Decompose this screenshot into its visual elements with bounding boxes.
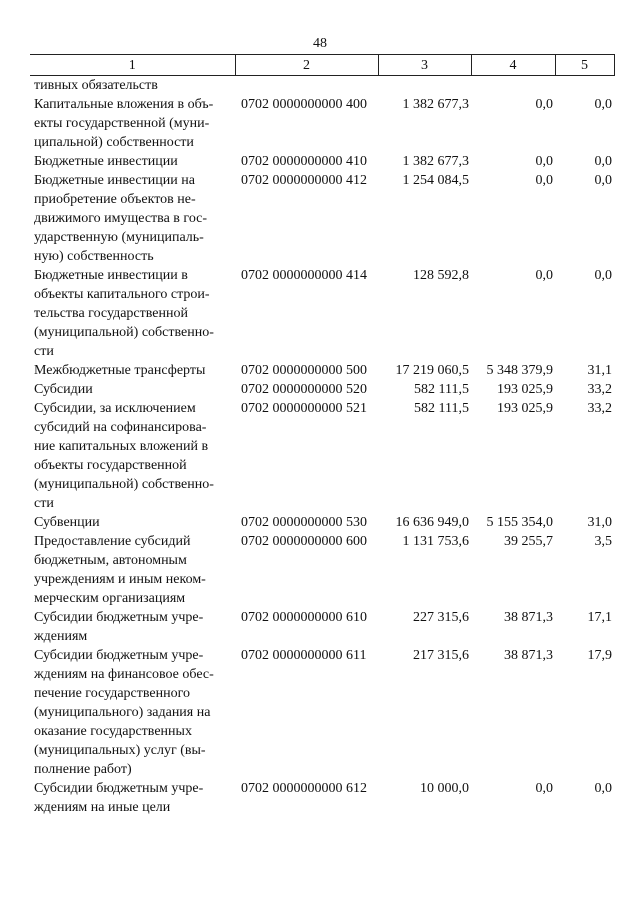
row-name-line: ждениям на финансовое обес- xyxy=(34,667,214,682)
row-name-line: полнение работ) xyxy=(34,762,132,777)
table-header-row xyxy=(30,55,614,76)
row-percent-cell: 31,1 xyxy=(587,363,612,378)
row-actual-cell: 0,0 xyxy=(535,173,553,188)
row-code-cell: 0702 0000000000 412 xyxy=(241,173,367,188)
column-header-1: 1 xyxy=(30,55,235,76)
row-name-line: ударственную (муниципаль- xyxy=(34,230,204,245)
row-name-cell xyxy=(30,76,235,96)
table-row xyxy=(30,608,614,646)
row-actual-cell: 0,0 xyxy=(535,268,553,283)
row-code-cell: 0702 0000000000 610 xyxy=(241,610,367,625)
row-name-cell xyxy=(30,779,235,817)
table-row xyxy=(30,171,614,266)
row-actual-cell: 39 255,7 xyxy=(504,534,553,549)
row-code-cell: 0702 0000000000 400 xyxy=(241,97,367,112)
row-actual-cell: 5 155 354,0 xyxy=(486,515,553,530)
row-name-line: Бюджетные инвестиции в xyxy=(34,268,188,283)
row-plan-cell: 10 000,0 xyxy=(420,781,469,796)
table-row xyxy=(30,152,614,171)
row-code-cell: 0702 0000000000 521 xyxy=(241,401,367,416)
table-row xyxy=(30,361,614,380)
row-name-line: Субсидии бюджетным учре- xyxy=(34,648,204,663)
row-name-cell xyxy=(30,171,235,266)
row-name-cell xyxy=(30,152,235,171)
row-code-cell: 0702 0000000000 414 xyxy=(241,268,367,283)
table-row xyxy=(30,646,614,779)
row-percent-cell: 31,0 xyxy=(587,515,612,530)
row-name-line: оказание государственных xyxy=(34,724,192,739)
table-row xyxy=(30,399,614,513)
row-name-line: сти xyxy=(34,496,54,511)
row-code-cell: 0702 0000000000 500 xyxy=(241,363,367,378)
row-name-line: (муниципальной) собственно- xyxy=(34,325,214,340)
row-name-cell xyxy=(30,399,235,513)
row-name-line: Субвенции xyxy=(34,515,100,530)
row-name-line: приобретение объектов не- xyxy=(34,192,196,207)
row-actual-cell: 0,0 xyxy=(535,154,553,169)
row-code-cell: 0702 0000000000 611 xyxy=(241,648,367,663)
row-name-line: Межбюджетные трансферты xyxy=(34,363,206,378)
budget-table xyxy=(30,54,615,817)
row-actual-cell: 193 025,9 xyxy=(497,401,553,416)
row-code-cell: 0702 0000000000 612 xyxy=(241,781,367,796)
row-code-cell: 0702 0000000000 520 xyxy=(241,382,367,397)
row-name-line: ждениям на иные цели xyxy=(34,800,171,815)
row-actual-cell: 0,0 xyxy=(535,97,553,112)
row-name-cell xyxy=(30,513,235,532)
row-name-line: екты государственной (муни- xyxy=(34,116,210,131)
row-actual-cell xyxy=(471,76,555,96)
row-name-line: Субсидии xyxy=(34,382,93,397)
row-plan-cell xyxy=(378,76,471,96)
row-name-line: (муниципального) задания на xyxy=(34,705,211,720)
row-name-line: субсидий на софинансирова- xyxy=(34,420,207,435)
row-plan-cell: 1 254 084,5 xyxy=(402,173,469,188)
row-code-cell: 0702 0000000000 410 xyxy=(241,154,367,169)
table-row xyxy=(30,779,614,817)
row-name-line: Бюджетные инвестиции xyxy=(34,154,178,169)
row-actual-cell: 5 348 379,9 xyxy=(486,363,553,378)
row-name-line: Субсидии, за исключением xyxy=(34,401,196,416)
row-name-cell xyxy=(30,532,235,608)
column-header-5: 5 xyxy=(555,55,614,76)
row-plan-cell: 582 111,5 xyxy=(414,401,469,416)
row-percent-cell: 0,0 xyxy=(594,781,612,796)
table-row xyxy=(30,95,614,152)
row-name-line: объекты капитального строи- xyxy=(34,287,210,302)
row-plan-cell: 128 592,8 xyxy=(413,268,469,283)
row-plan-cell: 1 131 753,6 xyxy=(402,534,469,549)
row-percent-cell: 0,0 xyxy=(594,268,612,283)
row-name-cell xyxy=(30,380,235,399)
row-name-line: тивных обязательств xyxy=(34,78,158,93)
row-percent-cell: 0,0 xyxy=(594,97,612,112)
row-name-line: Капитальные вложения в объ- xyxy=(34,97,214,112)
table-row xyxy=(30,266,614,361)
row-actual-cell: 38 871,3 xyxy=(504,648,553,663)
row-name-line: движимого имущества в гос- xyxy=(34,211,208,226)
row-name-line: ципальной) собственности xyxy=(34,135,194,150)
row-percent-cell: 0,0 xyxy=(594,154,612,169)
row-name-line: Предоставление субсидий xyxy=(34,534,191,549)
column-header-2: 2 xyxy=(235,55,378,76)
row-percent-cell: 17,1 xyxy=(587,610,612,625)
row-plan-cell: 1 382 677,3 xyxy=(402,97,469,112)
row-name-line: ную) собственность xyxy=(34,249,154,264)
row-percent-cell: 17,9 xyxy=(587,648,612,663)
row-name-line: печение государственного xyxy=(34,686,190,701)
row-name-cell xyxy=(30,646,235,779)
row-name-cell xyxy=(30,608,235,646)
row-percent-cell: 3,5 xyxy=(594,534,612,549)
row-name-line: мерческим организациям xyxy=(34,591,186,606)
column-header-4: 4 xyxy=(471,55,555,76)
row-code-cell xyxy=(235,76,378,96)
row-plan-cell: 16 636 949,0 xyxy=(395,515,469,530)
page-number: 48 xyxy=(313,36,327,51)
row-percent-cell: 0,0 xyxy=(594,173,612,188)
row-actual-cell: 38 871,3 xyxy=(504,610,553,625)
row-name-line: бюджетным, автономным xyxy=(34,553,187,568)
table-row xyxy=(30,76,614,96)
row-actual-cell: 193 025,9 xyxy=(497,382,553,397)
row-plan-cell: 217 315,6 xyxy=(413,648,469,663)
row-actual-cell: 0,0 xyxy=(535,781,553,796)
row-plan-cell: 582 111,5 xyxy=(414,382,469,397)
table-row xyxy=(30,513,614,532)
row-plan-cell: 17 219 060,5 xyxy=(395,363,469,378)
row-name-line: ждениям xyxy=(34,629,88,644)
column-header-3: 3 xyxy=(378,55,471,76)
row-name-cell xyxy=(30,361,235,380)
row-name-line: (муниципальных) услуг (вы- xyxy=(34,743,206,758)
row-name-line: Субсидии бюджетным учре- xyxy=(34,781,204,796)
table-row xyxy=(30,532,614,608)
row-name-line: (муниципальной) собственно- xyxy=(34,477,214,492)
row-code-cell: 0702 0000000000 600 xyxy=(241,534,367,549)
row-plan-cell: 1 382 677,3 xyxy=(402,154,469,169)
row-name-cell xyxy=(30,266,235,361)
row-name-line: сти xyxy=(34,344,54,359)
row-plan-cell: 227 315,6 xyxy=(413,610,469,625)
row-percent-cell: 33,2 xyxy=(587,401,612,416)
row-name-line: учреждениям и иным неком- xyxy=(34,572,206,587)
row-name-line: тельства государственной xyxy=(34,306,188,321)
row-percent-cell xyxy=(555,76,614,96)
row-percent-cell: 33,2 xyxy=(587,382,612,397)
row-name-line: объекты государственной xyxy=(34,458,187,473)
table-row xyxy=(30,380,614,399)
row-name-line: ние капитальных вложений в xyxy=(34,439,209,454)
row-name-cell xyxy=(30,95,235,152)
row-name-line: Бюджетные инвестиции на xyxy=(34,173,195,188)
row-code-cell: 0702 0000000000 530 xyxy=(241,515,367,530)
row-name-line: Субсидии бюджетным учре- xyxy=(34,610,204,625)
